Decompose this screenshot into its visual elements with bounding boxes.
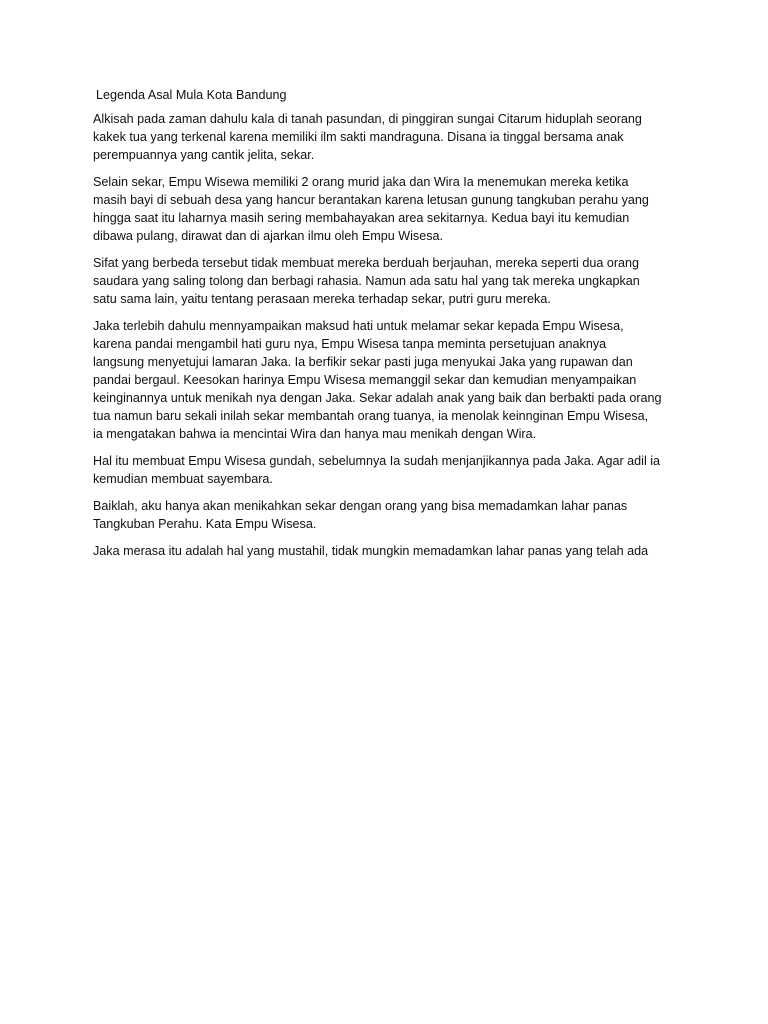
paragraph-line: perempuannya yang cantik jelita, sekar. <box>93 148 315 162</box>
paragraph-line: hingga saat itu laharnya masih sering membahayakan area sekitarnya. Kedua bayi itu kemudian <box>93 211 630 225</box>
paragraph-line: Baiklah, aku hanya akan menikahkan sekar dengan orang yang bisa memadamkan lahar panas <box>93 499 628 513</box>
paragraph-line: tua namun baru sekali inilah sekar membantah orang tuanya, ia menolak keinnginan Empu Wisesa, <box>93 409 649 423</box>
paragraph-line: satu sama lain, yaitu tentang perasaan mereka terhadap sekar, putri guru mereka. <box>93 292 551 306</box>
paragraph-line: pandai bergaul. Keesokan harinya Empu Wisesa memanggil sekar dan kemudian menyampaikan <box>93 373 637 387</box>
paragraph-2 <box>93 173 676 245</box>
document-body <box>93 110 676 560</box>
paragraph-line: Alkisah pada zaman dahulu kala di tanah pasundan, di pinggiran sungai Citarum hiduplah seorang <box>93 112 642 126</box>
paragraph-7 <box>93 542 676 560</box>
paragraph-line: Sifat yang berbeda tersebut tidak membuat mereka berduah berjauhan, mereka seperti dua orang <box>93 256 640 270</box>
paragraph-line: dibawa pulang, dirawat dan di ajarkan ilmu oleh Empu Wisesa. <box>93 229 444 243</box>
paragraph-line: ia mengatakan bahwa ia mencintai Wira dan hanya mau menikah dengan Wira. <box>93 427 537 441</box>
paragraph-1 <box>93 110 676 164</box>
paragraph-line: Hal itu membuat Empu Wisesa gundah, sebelumnya Ia sudah menjanjikannya pada Jaka. Agar adil ia <box>93 454 661 468</box>
paragraph-line: Jaka merasa itu adalah hal yang mustahil, tidak mungkin memadamkan lahar panas yang telah ada <box>93 544 649 558</box>
paragraph-line: kemudian membuat sayembara. <box>93 472 273 486</box>
paragraph-line: kakek tua yang terkenal karena memiliki ilm sakti mandraguna. Disana ia tinggal bersama anak <box>93 130 624 144</box>
paragraph-line: keinginannya untuk menikah nya dengan Jaka. Sekar adalah anak yang baik dan berbakti pada orang <box>93 391 662 405</box>
paragraph-line: masih bayi di sebuah desa yang hancur berantakan karena letusan gunung tangkuban perahu yang <box>93 193 649 207</box>
paragraph-5 <box>93 452 676 488</box>
document-title: Legenda Asal Mula Kota Bandung <box>96 88 287 102</box>
paragraph-line: langsung menyetujui lamaran Jaka. Ia berfikir sekar pasti juga menyukai Jaka yang rupawan dan <box>93 355 633 369</box>
paragraph-line: Jaka terlebih dahulu mennyampaikan maksud hati untuk melamar sekar kepada Empu Wisesa, <box>93 319 624 333</box>
paragraph-line: Tangkuban Perahu. Kata Empu Wisesa. <box>93 517 317 531</box>
paragraph-3 <box>93 254 676 308</box>
paragraph-line: karena pandai mengambil hati guru nya, Empu Wisesa tanpa meminta persetujuan anaknya <box>93 337 607 351</box>
paragraph-line: Selain sekar, Empu Wisewa memiliki 2 orang murid jaka dan Wira Ia menemukan mereka ketika <box>93 175 629 189</box>
paragraph-4 <box>93 317 676 443</box>
paragraph-line: saudara yang saling tolong dan berbagi rahasia. Namun ada satu hal yang tak mereka ungkapkan <box>93 274 640 288</box>
paragraph-6 <box>93 497 676 533</box>
